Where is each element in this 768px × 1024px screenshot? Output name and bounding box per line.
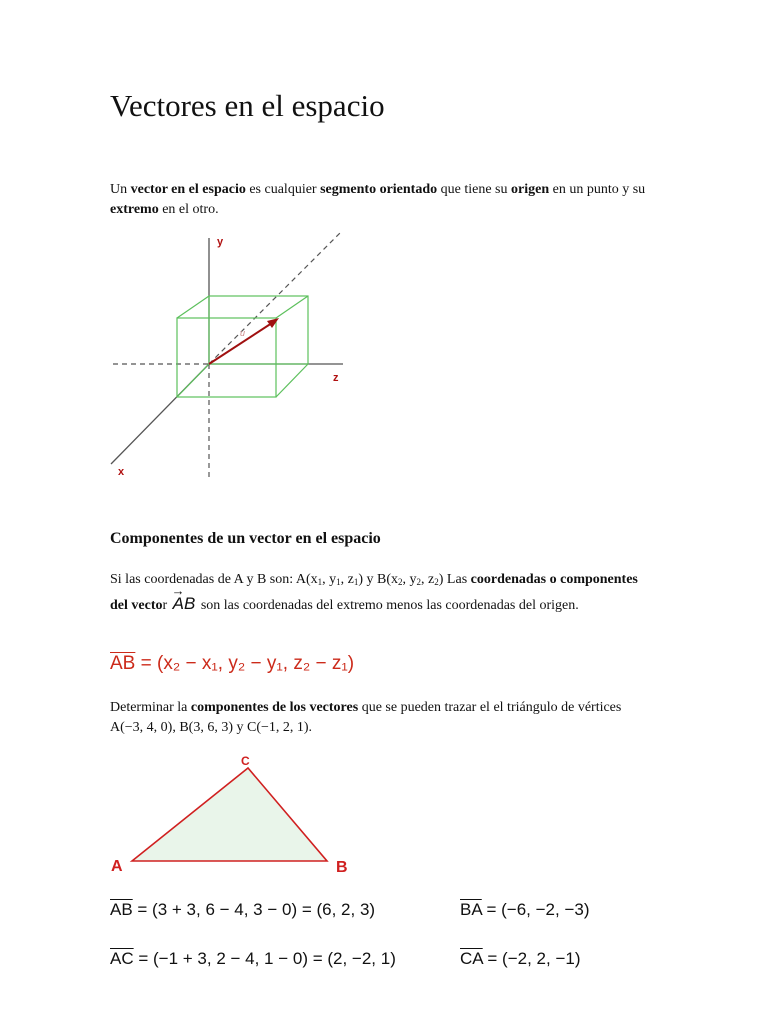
equation-ba: $\overline{BA} = (-6$, −2, −3) [460, 900, 590, 919]
equation-ca: $\overline{CA} = (-2$, 2, −1) [460, 949, 581, 968]
vector-3d-diagram [105, 228, 355, 483]
intro-paragraph: Un vector en el espacio es cualquier segmento orientado que tiene su origen en un punto y su extremo en el otro. [110, 182, 646, 217]
vector-ab-symbol: → AB [171, 592, 198, 616]
equation-ac: $\overline{AC} = (-1 + 3$, 2 − 4, 1 − 0) = (2, −2, 1) [110, 949, 396, 968]
box-edge-2 [276, 296, 308, 318]
diagonal-dashed [209, 232, 341, 364]
section-heading: Componentes de un vector en el espacio [110, 530, 381, 547]
box-edge-1 [177, 296, 209, 318]
triangle-diagram [105, 748, 360, 878]
vector-arrowhead [267, 318, 279, 328]
box-edge-3 [177, 364, 209, 397]
page-title: Vectores en el espacio [110, 88, 385, 123]
box-edge-4 [276, 364, 308, 397]
vertex-label-c: C [241, 754, 250, 768]
axis-label-x: x [118, 466, 125, 478]
coordinates-paragraph: Si las coordenadas de A y B son: $A(x_1$, $y_1$, $z_1$) y $B(x_2$, $y_2$, $z_2$) Las coordenadas o componentes del vector → AB son las coordenadas del extremo menos las coordenadas del origen. [110, 568, 658, 618]
axis-label-z: z [333, 372, 339, 384]
axis-label-y: y [217, 236, 224, 248]
component-formula: $\overline{AB} = (x_2 - x_1$, y₂ − y₁, z₂ − z₁) [110, 653, 355, 674]
equation-ab: $\overline{AB} = (3 + 3$, 6 − 4, 3 − 0) = (6, 2, 3) [110, 900, 376, 919]
vertex-label-a: A [111, 858, 123, 875]
exercise-paragraph: Determinar la componentes de los vectores que se pueden trazar el el triángulo de vértices A(−3, 4, 0), B(3, 6, 3) y C(−1, 2, 1). [110, 700, 622, 735]
vertex-label-b: B [336, 859, 348, 876]
triangle-abc [132, 768, 327, 861]
vector-label: u [240, 328, 246, 338]
